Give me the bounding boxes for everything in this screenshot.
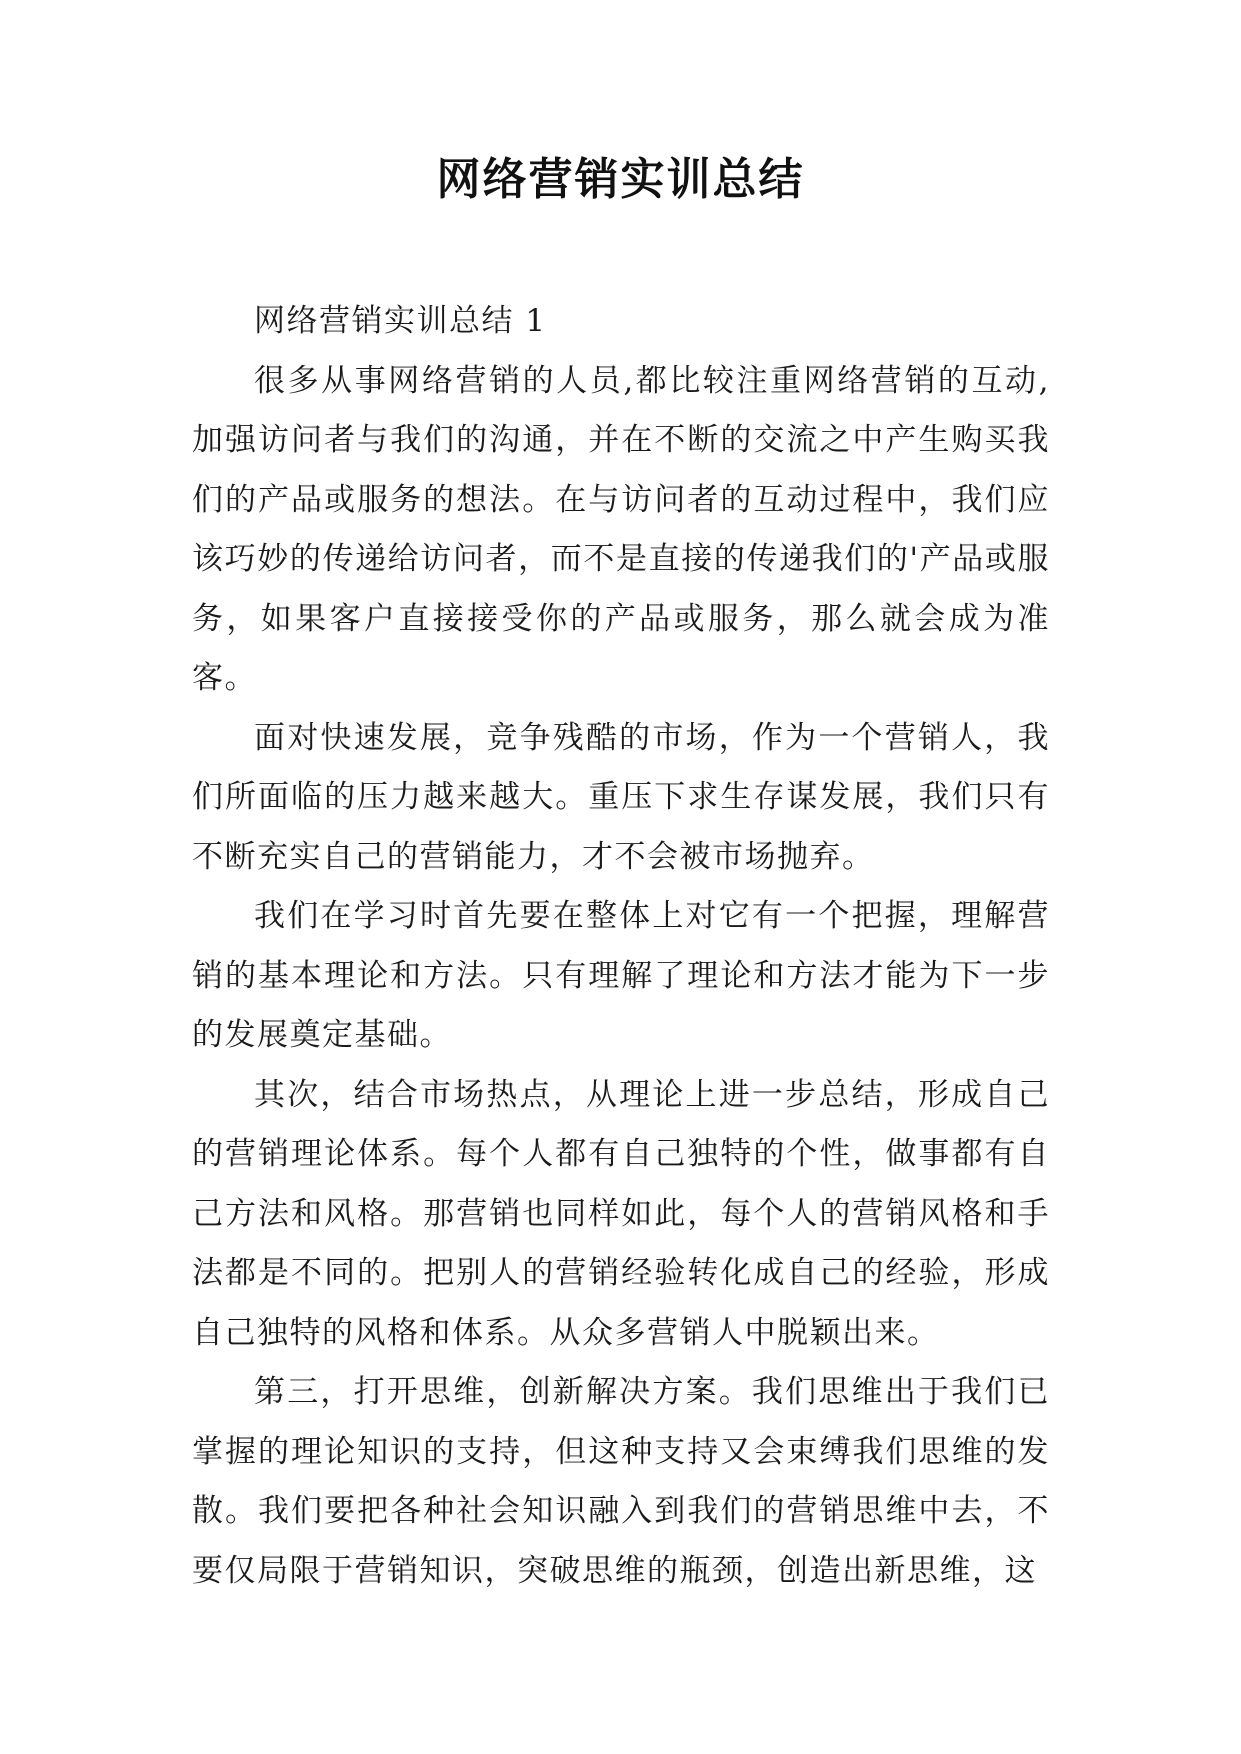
paragraph: 其次，结合市场热点，从理论上进一步总结，形成自己的营销理论体系。每个人都有自己独特的个性，做事都有自己方法和风格。那营销也同样如此，每个人的营销风格和手法都是不同的。把别人的营销经验转化成自己的经验，形成自己独特的风格和体系。从众多营销人中脱颖出来。 [192, 1076, 1050, 1351]
paragraph: 面对快速发展，竞争残酷的市场，作为一个营销人，我们所面临的压力越来越大。重压下求生存谋发展，我们只有不断充实自己的营销能力，才不会被市场抛弃。 [192, 719, 1050, 875]
paragraph: 很多从事网络营销的人员,都比较注重网络营销的互动,加强访问者与我们的沟通，并在不断的交流之中产生购买我们的产品或服务的想法。在与访问者的互动过程中，我们应该巧妙的传递给访问者，而不是直接的传递我们的'产品或服务，如果客户直接接受你的产品或服务，那么就会成为准客。 [192, 362, 1050, 696]
document-title: 网络营销实训总结 [436, 154, 805, 205]
section-heading: 网络营销实训总结 1 [254, 303, 547, 339]
paragraph: 我们在学习时首先要在整体上对它有一个把握，理解营销的基本理论和方法。只有理解了理论和方法才能为下一步的发展奠定基础。 [192, 898, 1050, 1053]
document-body [192, 292, 1050, 1601]
paragraph: 第三，打开思维，创新解决方案。我们思维出于我们已掌握的理论知识的支持，但这种支持又会束缚我们思维的发散。我们要把各种社会知识融入到我们的营销思维中去，不要仅局限于营销知识，突破思维的瓶颈，创造出新思维，这 [192, 1374, 1050, 1589]
